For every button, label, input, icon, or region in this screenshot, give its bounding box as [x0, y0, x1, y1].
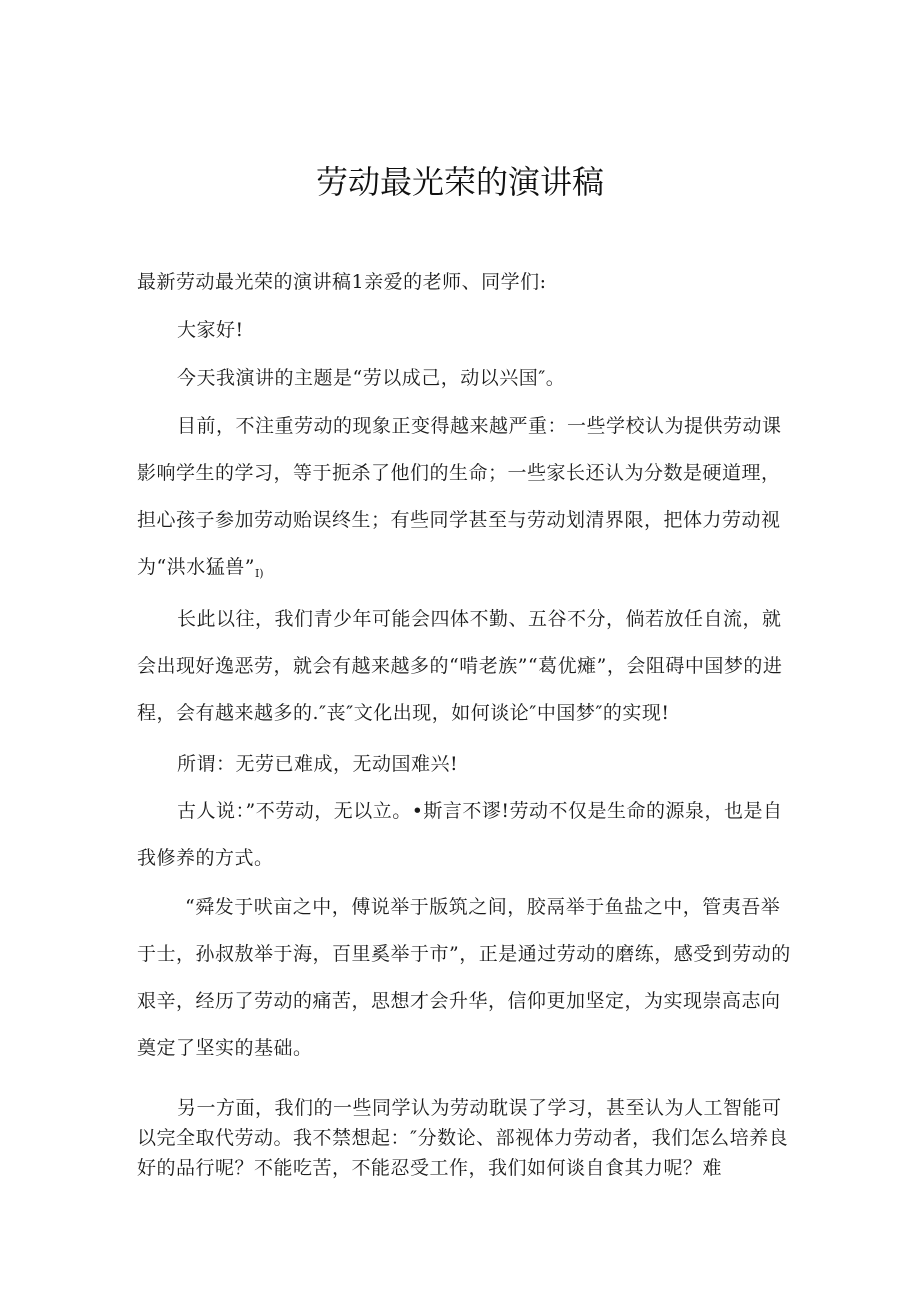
document-title: 劳动最光荣的演讲稿 [315, 163, 604, 201]
paragraph-current-situation [137, 403, 792, 597]
paragraph-consequences: 长此以往，我们青少年可能会四体不勤、五谷不分，倘若放任自流，就会出现好逸恶劳，就会有越来越多的“啃老族”“葛优瘫”，会阻碍中国梦的进程，会有越来越多的.″丧″文化出现，如何谈论″中国梦″的实现! [137, 608, 783, 724]
paragraph-saying: 所谓：无劳已难成，无动国难兴! [177, 753, 459, 775]
paragraph-greeting: 大家好! [177, 319, 244, 341]
paragraph-historical-examples: “舜发于吠亩之中，傅说举于版筑之间，胶鬲举于鱼盐之中，管夷吾举于士，孙叔敖举于海，百里奚举于市”，正是通过劳动的磨练，感受到劳动的艰辛，经历了劳动的痛苦，思想才会升华，信仰更加坚定，为实现崇高志向奠定了坚实的基础。 [137, 896, 791, 1059]
note-mark: I) [254, 567, 264, 580]
paragraph-salutation: 最新劳动最光荣的演讲稿1亲爱的老师、同学们: [137, 271, 547, 293]
paragraph-ancients: 古人说：”不劳动，无以立。•斯言不谬!劳动不仅是生命的源泉，也是自我修养的方式。 [137, 800, 783, 869]
paragraph-theme: 今天我演讲的主题是“劳以成己，动以兴国″。 [177, 367, 566, 389]
paragraph-other-side: 另一方面，我们的一些同学认为劳动耽误了学习，甚至认为人工智能可以完全取代劳动。我不禁想起：″分数论、部视体力劳动者，我们怎么培养良好的品行呢？不能吃苦，不能忍受工作，我们如何谈自食其力呢？难 [137, 1097, 789, 1179]
paragraph-current-situation-text: 目前，不注重劳动的现象正变得越来越严重：一些学校认为提供劳动课影响学生的学习，等于扼杀了他们的生命；一些家长还认为分数是硬道理，担心孩子参加劳动贻误终生；有些同学甚至与劳动划清界限，把体力劳动视为“洪水猛兽” [137, 415, 782, 578]
